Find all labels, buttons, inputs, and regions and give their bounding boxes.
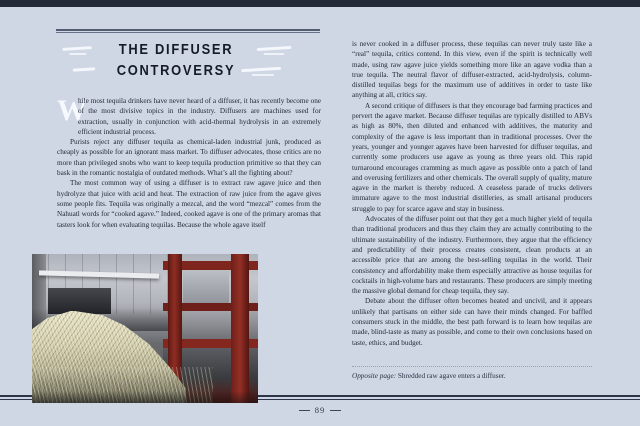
paragraph: A second critique of diffusers is that they encourage bad farming practices and pervert the agave market. Because diffuser tequilas are typically distilled to ABVs as high as 80%, then diluted and enhanced with additives, the maturity and complexity of the agave is less important than in traditional processes. Over the years, younger and younger agaves have been harvested for diffuser tequilas, and currently some producers use agave as young as three years old. This rapid turnaround encourages cramming as much agave as possible onto a patch of land and overusing fertilizers and other chemicals. The overall supply of quality, mature agave in the market is thereby reduced. A ceaseless parade of trucks delivers immature agave to the most industrial distilleries, as small artisanal producers struggle to pay for scarce agave and stay in business. <box>352 101 592 213</box>
photo-red-post <box>231 254 249 403</box>
flourish-line-icon <box>62 46 91 51</box>
left-page-text-column <box>57 96 321 230</box>
drop-cap: W <box>57 94 87 127</box>
caption-label: Opposite page: <box>352 372 397 380</box>
photo-machine-bay <box>183 270 228 306</box>
flourish-line-icon <box>252 74 274 76</box>
folio-dash-icon <box>330 410 341 411</box>
flourish-line-icon <box>264 53 285 55</box>
agave-diffuser-photo <box>32 254 258 403</box>
flourish-line-icon <box>73 67 95 71</box>
paragraph: is never cooked in a diffuser process, these tequilas can never truly taste like a “real” tequila, critics contend. In this view, even if the spirit is technically well made, using raw agave juice yields something more like an agave vodka than a true tequila. The neutral flavor of diffuser-extracted, acid-hydrolysis, column-distilled tequilas begs for the maximum use of additives in order to taste like anything at all, critics say. <box>352 40 592 100</box>
paragraph: The most common way of using a diffuser is to extract raw agave juice and then hydrolyze that juice with acid and heat. The extraction of raw juice from the agave gives some people fits. Tequila was originally a mezcal, and the word “mezcal” comes from the Nahuatl words for “cooked agave.” Indeed, cooked agave is one of the primary aromas that tasters look for when evaluating tequilas. Because the whole agave itself <box>57 179 321 229</box>
photo-caption <box>352 366 592 381</box>
flourish-line-icon <box>69 53 86 55</box>
right-page-text-column <box>352 39 592 348</box>
paragraph: Advocates of the diffuser point out that they get a much higher yield of tequila than traditional producers and thus they claim they are actually contributing to the ultimate sustainability of the industry. Furthermore, they argue that the efficiency and predictability of their process creates consistent, clean products at an accessible price that are among the best-selling tequilas in the world. Their consistency and affordability make them especially attractive as house tequilas for cocktails in high-volume bars and restaurants. These producers are simply meeting the massive global demand for cheap tequila, they say. <box>352 215 592 296</box>
paragraph <box>57 96 321 137</box>
flourish-line-icon <box>241 67 281 72</box>
chapter-title-text-2: CONTROVERSY <box>116 62 236 79</box>
chapter-header-rule <box>56 29 320 33</box>
chapter-title-line-1 <box>68 39 285 60</box>
page-number: 89 <box>314 405 326 415</box>
flourish-line-icon <box>257 46 291 51</box>
paragraph: Purists reject any diffuser tequila as chemical-laden industrial junk, produced as cheaply as possible for an ignorant mass market. To diffuser advocates, those critics are no more than privileged snobs who want to keep tequila production primitive so that they can bask in the romantic nostalgia of outdated methods. What’s all the fighting about? <box>57 138 321 178</box>
folio-dash-icon <box>299 410 310 411</box>
chapter-title-line-2 <box>68 60 285 81</box>
top-border-band <box>0 0 640 7</box>
caption-text: Shredded raw agave enters a diffuser. <box>396 372 506 380</box>
chapter-title-text-1: THE DIFFUSER <box>118 41 234 58</box>
paragraph: Debate about the diffuser often becomes heated and uncivil, and it appears unlikely that partisans on either side can have their minds changed. For baffled consumers stuck in the middle, the best path forward is to learn how tequilas are made, blind-taste as many as possible, and come to their own conclusions based on taste, ethics, and budget. <box>352 297 592 347</box>
chapter-title <box>50 39 302 81</box>
photo-bottom-shadow <box>32 391 258 403</box>
page-footer <box>0 404 640 416</box>
paragraph-text: hile most tequila drinkers have never heard of a diffuser, it has recently become one of the most divisive topics in the industry. Diffusers are machines used for extraction, usually in conjunction with acid-thermal hydrolysis in an extremely efficient industrial process. <box>78 97 321 136</box>
